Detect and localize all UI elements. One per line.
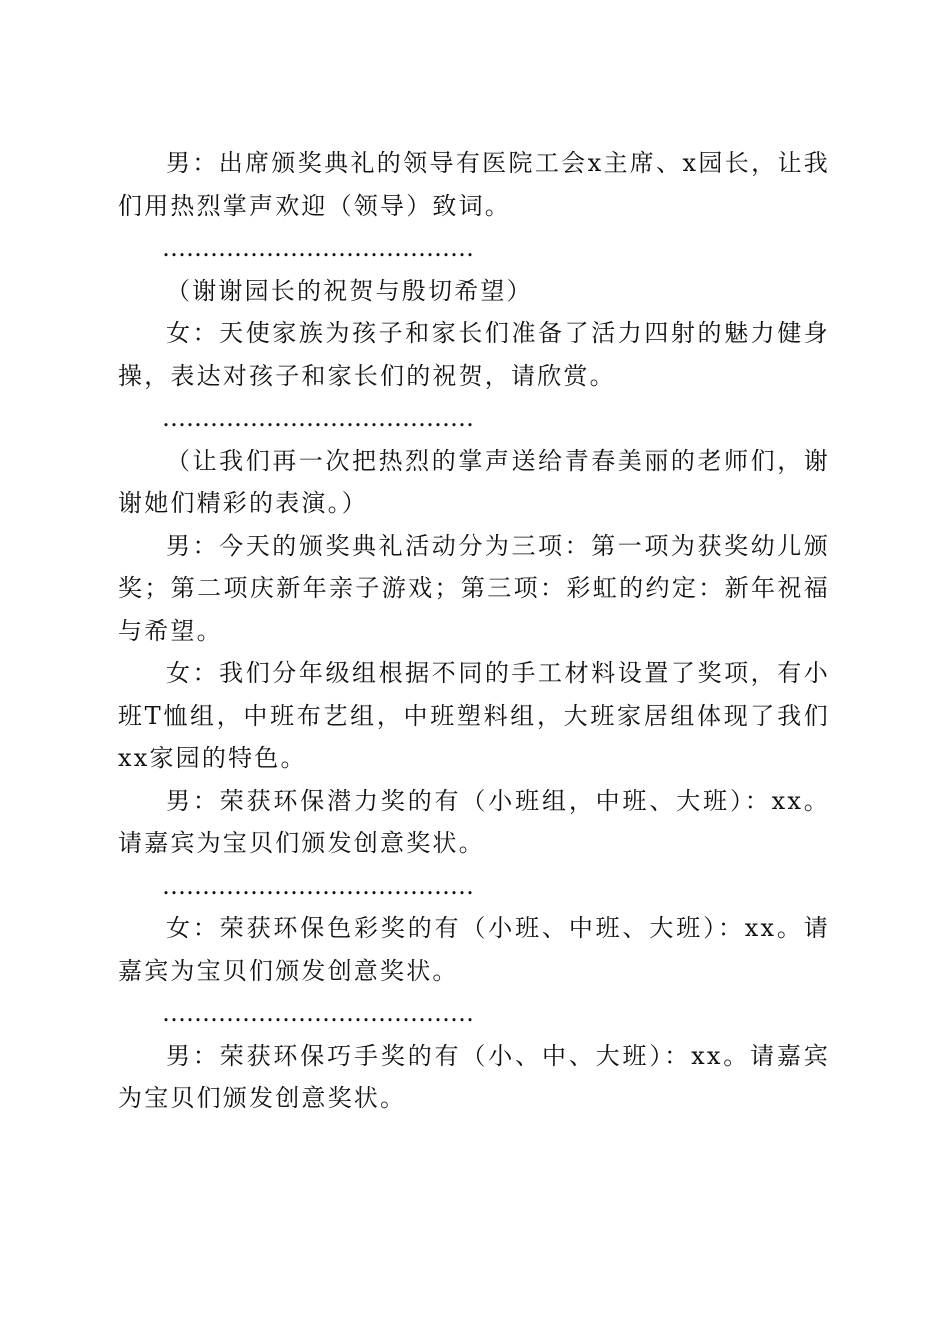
ellipsis-divider: ………………………………… bbox=[162, 404, 474, 432]
paragraph-male-leaders-welcome: 男：出席颁奖典礼的领导有医院工会x主席、x园长，让我们用热烈掌声欢迎（领导）致词。 bbox=[118, 149, 830, 220]
paragraph-note-thanks-principal: （谢谢园长的祝贺与殷切希望） bbox=[166, 276, 533, 305]
document-body bbox=[118, 142, 830, 1120]
paragraph-male-skill-award: 男：荣获环保巧手奖的有（小、中、大班）：xx。请嘉宾为宝贝们颁发创意奖状。 bbox=[118, 1041, 830, 1112]
paragraph-note-applause-teachers: （让我们再一次把热烈的掌声送给青春美丽的老师们，谢谢她们精彩的表演。） bbox=[118, 446, 830, 517]
ellipsis-divider: ………………………………… bbox=[162, 871, 474, 900]
ellipsis-divider: ………………………………… bbox=[162, 234, 474, 262]
paragraph-female-fitness-show: 女：天使家族为孩子和家长们准备了活力四射的魅力健身操，表达对孩子和家长们的祝贺，请欣赏。 bbox=[118, 319, 830, 390]
paragraph-female-color-award: 女：荣获环保色彩奖的有（小班、中班、大班）：xx。请嘉宾为宝贝们颁发创意奖状。 bbox=[118, 914, 830, 985]
ellipsis-divider: ………………………………… bbox=[162, 999, 474, 1027]
paragraph-male-ceremony-agenda: 男：今天的颁奖典礼活动分为三项：第一项为获奖幼儿颁奖；第二项庆新年亲子游戏；第三项：彩虹的约定：新年祝福与希望。 bbox=[118, 531, 830, 645]
paragraph-male-potential-award: 男：荣获环保潜力奖的有（小班组，中班、大班）：xx。请嘉宾为宝贝们颁发创意奖状。 bbox=[118, 786, 830, 857]
paragraph-female-award-categories: 女：我们分年级组根据不同的手工材料设置了奖项，有小班T恤组，中班布艺组，中班塑料组，大班家居组体现了我们xx家园的特色。 bbox=[118, 659, 830, 772]
